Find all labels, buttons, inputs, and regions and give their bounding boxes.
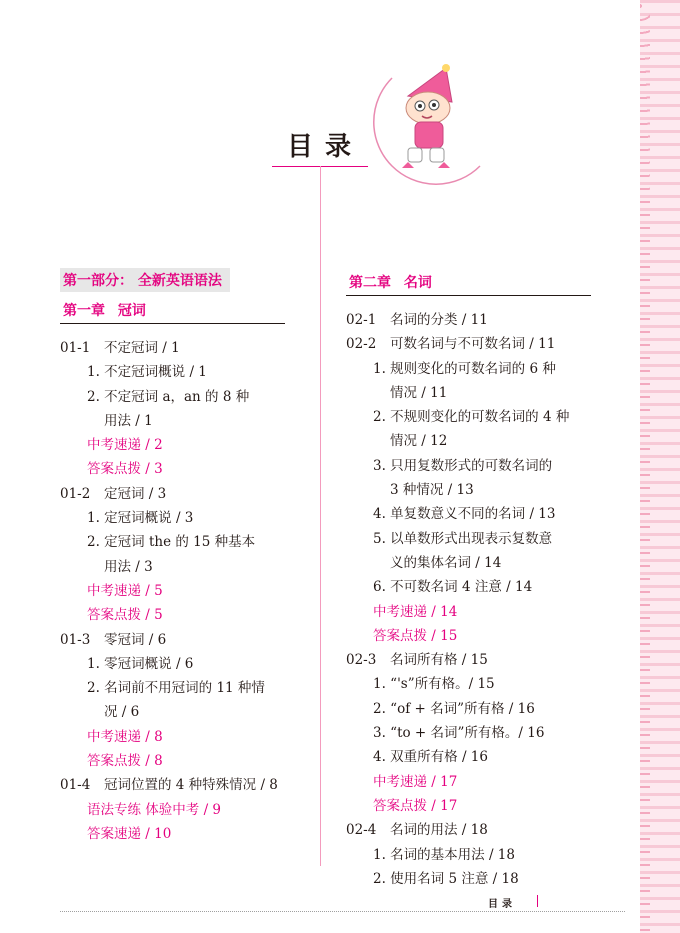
footer-dotted-rule: [60, 911, 625, 912]
section-title: 可数名词与不可数名词 / 11: [390, 336, 556, 353]
toc-subitem-entry[interactable]: 6. 不可数名词 4 注意 / 14: [373, 579, 533, 596]
toc-section-entry[interactable]: [60, 482, 285, 506]
toc-section-entry[interactable]: [60, 336, 285, 360]
toc-subitem-entry[interactable]: 3. 只用复数形式的可数名词的: [373, 457, 553, 474]
toc-subitem-entry[interactable]: 用法 / 3: [104, 558, 153, 575]
toc-exercise-entry[interactable]: 答案点拨 / 3: [87, 461, 163, 478]
section-title: 零冠词 / 6: [104, 631, 167, 648]
toc-subitem-entry[interactable]: 4. 双重所有格 / 16: [373, 749, 488, 766]
section-title: 名词所有格 / 15: [390, 652, 488, 669]
toc-subitem-entry[interactable]: 2. 名词前不用冠词的 11 种情: [87, 680, 265, 697]
toc-subitem-entry[interactable]: 2. 使用名词 5 注意 / 18: [373, 870, 519, 887]
toc-exercise-entry[interactable]: 中考速递 / 14: [373, 603, 458, 620]
toc-subitem-entry[interactable]: 1. 不定冠词概说 / 1: [87, 364, 207, 381]
section-title: 名词的用法 / 18: [390, 822, 488, 839]
chapter-title[interactable]: 第一章 冠词: [60, 300, 285, 324]
toc-section-entry[interactable]: [60, 628, 285, 652]
toc-exercise-entry[interactable]: 答案点拨 / 17: [373, 797, 458, 814]
toc-section-entry[interactable]: [60, 773, 285, 797]
toc-subitem-entry[interactable]: 1. 零冠词概说 / 6: [87, 655, 194, 672]
toc-subitem-entry[interactable]: 2. 不定冠词 a，an 的 8 种: [87, 388, 250, 405]
toc-exercise-entry[interactable]: 中考速递 / 5: [87, 582, 163, 599]
toc-subitem-entry[interactable]: 况 / 6: [104, 704, 140, 721]
toc-subitem-entry[interactable]: 1. 定冠词概说 / 3: [87, 510, 194, 527]
column-divider: [320, 166, 321, 866]
toc-title-block: [272, 122, 368, 170]
toc-section-entry[interactable]: [346, 308, 591, 332]
toc-subitem-entry[interactable]: 2. 不规则变化的可数名词的 4 种: [373, 409, 570, 426]
page-title: 目录: [287, 132, 364, 162]
toc-exercise-entry[interactable]: 语法专练 体验中考 / 9: [87, 801, 222, 818]
toc-subitem-entry[interactable]: 3 种情况 / 13: [390, 482, 474, 499]
toc-left-column: [60, 268, 285, 846]
spiral-binding-rings: [640, 0, 650, 933]
toc-exercise-entry[interactable]: 中考速递 / 8: [87, 728, 163, 745]
toc-subitem-entry[interactable]: 1. 规则变化的可数名词的 6 种: [373, 360, 556, 377]
toc-right-column: [346, 272, 591, 891]
chapter-title[interactable]: 第二章 名词: [346, 272, 591, 296]
section-number: 02-1: [346, 312, 377, 328]
section-title: 定冠词 / 3: [104, 485, 167, 502]
toc-subitem-entry[interactable]: 5. 以单数形式出现表示复数意: [373, 530, 553, 547]
section-title: 冠词位置的 4 种特殊情况 / 8: [104, 777, 278, 794]
toc-subitem-entry[interactable]: 用法 / 1: [104, 412, 153, 429]
toc-subitem-entry[interactable]: 情况 / 11: [390, 384, 448, 401]
section-number: 02-2: [346, 336, 377, 353]
section-title: 不定冠词 / 1: [104, 340, 180, 356]
footer-page-marker: [537, 895, 538, 907]
toc-subitem-entry[interactable]: 2. 定冠词 the 的 15 种基本: [87, 534, 256, 551]
footer-label: 目录: [488, 899, 516, 910]
toc-exercise-entry[interactable]: 中考速递 / 17: [373, 773, 458, 790]
toc-entries-left: [60, 336, 285, 846]
toc-exercise-entry[interactable]: 答案点拨 / 5: [87, 607, 163, 624]
toc-exercise-entry[interactable]: 答案点拨 / 8: [87, 753, 163, 770]
toc-exercise-entry[interactable]: 中考速递 / 2: [87, 437, 163, 454]
toc-section-entry[interactable]: [346, 648, 591, 672]
section-number: 01-1: [60, 340, 91, 356]
toc-section-entry[interactable]: [346, 818, 591, 842]
toc-subitem-entry[interactable]: 4. 单复数意义不同的名词 / 13: [373, 506, 556, 523]
mascot-illustration-icon: [360, 58, 490, 188]
section-number: 01-3: [60, 631, 91, 648]
section-number: 01-2: [60, 485, 91, 502]
toc-section-entry[interactable]: [346, 332, 591, 356]
toc-subitem-entry[interactable]: 1. “'s”所有格。/ 15: [373, 676, 495, 693]
toc-exercise-entry[interactable]: 答案点拨 / 15: [373, 627, 458, 644]
section-number: 02-4: [346, 822, 377, 839]
toc-subitem-entry[interactable]: 情况 / 12: [390, 433, 448, 450]
section-number: 02-3: [346, 652, 377, 669]
toc-subitem-entry[interactable]: 义的集体名词 / 14: [390, 554, 502, 571]
toc-subitem-entry[interactable]: 1. 名词的基本用法 / 18: [373, 846, 515, 863]
toc-exercise-entry[interactable]: 答案速递 / 10: [87, 825, 172, 842]
toc-entries-right: [346, 308, 591, 891]
section-number: 01-4: [60, 777, 91, 794]
toc-subitem-entry[interactable]: 3. “to + 名词”所有格。/ 16: [373, 725, 545, 742]
toc-subitem-entry[interactable]: 2. “of + 名词”所有格 / 16: [373, 700, 535, 717]
part-title[interactable]: 第一部分： 全新英语语法: [60, 268, 230, 292]
section-title: 名词的分类 / 11: [390, 312, 488, 328]
